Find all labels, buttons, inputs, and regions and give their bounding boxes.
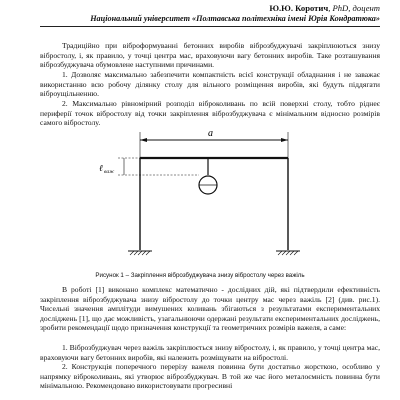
label-a: a [208,128,213,139]
label-lever: ℓ [99,163,103,173]
paragraph-reason-2: 2. Максимально рівномірний розподіл віброколивань по всій поверхні столу, тобто ріднеє периферії точок віброcтолу від точки закріплення віброзбуджувача є мінімальним відносно розмірів самого віброcтолу. [40,99,380,128]
figure-lever-diagram [0,120,400,270]
affiliation: Національний університет «Полтавська політехніка імені Юрія Кондратюка» [90,14,380,23]
hatch-right [278,251,298,255]
dimension-arrow-left [140,138,147,142]
author-line [269,3,380,13]
paragraph-rec-1: 1. Віброзбуджувач через важіль закріплюється знизу віброcтолу, і, як правило, у точці центра мас, враховуючи вагу бетонних виробів, які належить розміщувати на віброcтолі. [40,343,380,362]
paragraph-rec-2: 2. Конструкція поперечного перерізу важеля повинна бути достатньо жорсткою, особливо у напрямку віброколивань, які утворює віброзбуджувач. В той же час його металоємність повинна бути мінімальною. Рекомендовано використовувати прогресивні [40,362,380,391]
paragraph-reason-1: 1. Дозволяє максимально забезпечити компактність всієї конструкції обладнання і не заважає використанню всю робочу ділянку столу для вільного розміщення виробів, які будуть піддягати віброущільненню. [40,70,380,99]
header-rule [40,26,380,27]
author-title: , PhD, доцент [328,3,380,13]
hatch-left [130,251,150,255]
label-lever-sub: важ [104,169,115,175]
paragraph-intro: Традиційно при віброформуванні бетонних виробів віброзбуджувачі закріплюються знизу віброcтолу, і, як правило, у точці центра мас, враховуючи вагу бетонних виробів. Таке розташування віброзбуджувача обумовлене наступними причинами. [40,41,380,70]
figure-caption: Рисунок 1 – Закріплення віброзбуджувача знизу віброcтолу через важіль [95,272,305,279]
dimension-arrow-right [281,138,288,142]
author-name: Ю.Ю. Коротич [269,3,329,13]
paragraph-work: В роботі [1] виконано комплекс математично - дослідних дій, які підтвердили ефективність закріплення віброзбуджувача знизу віброcтолу до точки центру мас через важіль [2] (див. рис.1). Чисельні значення амплітуди вимушених коливань збігаються з результатами експериментальних досліджень [1], що дає можливість, узагальнюючи одержані результати експериментальних досліджень, зробити рекомендації щодо призначення конструкції та геометричних розмірів важеля, а саме: [40,285,380,333]
